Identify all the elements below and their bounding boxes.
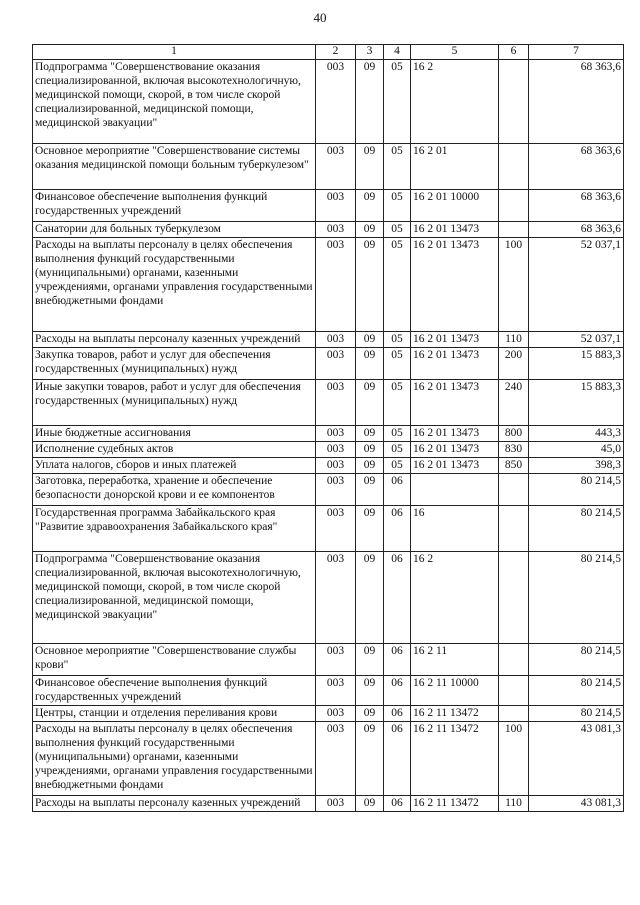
row-vr: 240 [499,380,529,426]
row-sum: 52 037,1 [529,238,624,332]
row-csr: 16 2 01 13473 [411,332,499,348]
row-pr: 05 [384,60,411,144]
row-gr: 003 [316,380,356,426]
row-name: Иные бюджетные ассигнования [33,426,316,442]
row-csr: 16 2 11 13472 [411,706,499,722]
row-csr: 16 2 01 13473 [411,442,499,458]
row-csr: 16 2 11 13472 [411,722,499,796]
row-rz: 09 [356,222,384,238]
row-rz: 09 [356,676,384,706]
row-name: Финансовое обеспечение выполнения функций государственных учреждений [33,676,316,706]
row-vr [499,222,529,238]
row-csr: 16 2 11 [411,644,499,676]
row-vr [499,474,529,506]
row-name: Санатории для больных туберкулезом [33,222,316,238]
row-csr: 16 2 01 10000 [411,190,499,222]
column-header-csr: 5 [411,45,499,60]
row-csr: 16 2 [411,60,499,144]
row-name: Расходы на выплаты персоналу в целях обеспечения выполнения функций государственными (муниципальными) органами, казенными учреждениями, органами управления государственными внебюджетными фондами [33,238,316,332]
row-vr: 100 [499,238,529,332]
row-csr: 16 2 01 13473 [411,348,499,380]
row-sum: 15 883,3 [529,380,624,426]
row-csr: 16 2 01 13473 [411,458,499,474]
row-gr: 003 [316,60,356,144]
row-vr [499,644,529,676]
row-vr: 200 [499,348,529,380]
row-gr: 003 [316,552,356,644]
table-row [33,238,624,332]
row-rz: 09 [356,458,384,474]
row-gr: 003 [316,722,356,796]
row-pr: 05 [384,332,411,348]
row-vr: 800 [499,426,529,442]
row-csr [411,474,499,506]
row-sum: 80 214,5 [529,706,624,722]
table-row [33,442,624,458]
table-header-row [33,45,624,60]
row-csr: 16 2 11 10000 [411,676,499,706]
row-pr: 05 [384,190,411,222]
row-rz: 09 [356,348,384,380]
row-sum: 68 363,6 [529,190,624,222]
row-gr: 003 [316,506,356,552]
row-sum: 80 214,5 [529,506,624,552]
row-vr [499,506,529,552]
table-row [33,426,624,442]
row-rz: 09 [356,426,384,442]
table-row [33,644,624,676]
row-sum: 443,3 [529,426,624,442]
row-gr: 003 [316,706,356,722]
row-name: Заготовка, переработка, хранение и обеспечение безопасности донорской крови и ее компонентов [33,474,316,506]
row-gr: 003 [316,426,356,442]
row-sum: 43 081,3 [529,796,624,812]
row-pr: 06 [384,796,411,812]
column-header-name: 1 [33,45,316,60]
table-row [33,348,624,380]
row-sum: 68 363,6 [529,144,624,190]
row-name: Финансовое обеспечение выполнения функций государственных учреждений [33,190,316,222]
row-gr: 003 [316,474,356,506]
row-vr: 830 [499,442,529,458]
column-header-vr: 6 [499,45,529,60]
row-name: Исполнение судебных актов [33,442,316,458]
row-pr: 06 [384,474,411,506]
row-csr: 16 2 [411,552,499,644]
row-pr: 06 [384,722,411,796]
row-sum: 80 214,5 [529,474,624,506]
row-rz: 09 [356,332,384,348]
row-pr: 05 [384,426,411,442]
row-rz: 09 [356,190,384,222]
row-gr: 003 [316,796,356,812]
row-csr: 16 2 11 13472 [411,796,499,812]
table-row [33,458,624,474]
table-row [33,676,624,706]
row-sum: 398,3 [529,458,624,474]
row-name: Основное мероприятие "Совершенствование системы оказания медицинской помощи больным туберкулезом" [33,144,316,190]
row-gr: 003 [316,332,356,348]
row-pr: 05 [384,348,411,380]
row-pr: 06 [384,706,411,722]
page-number: 40 [313,10,327,25]
row-csr: 16 2 01 [411,144,499,190]
row-gr: 003 [316,190,356,222]
row-pr: 06 [384,506,411,552]
row-pr: 05 [384,144,411,190]
row-pr: 06 [384,552,411,644]
row-rz: 09 [356,506,384,552]
table-row [33,506,624,552]
row-sum: 80 214,5 [529,552,624,644]
row-name: Подпрограмма "Совершенствование оказания специализированной, включая высокотехнологичную, медицинской помощи, скорой, в том числе скорой специализированной, медицинской помощи, медицинской эвакуации" [33,552,316,644]
row-sum: 45,0 [529,442,624,458]
row-pr: 05 [384,458,411,474]
row-csr: 16 2 01 13473 [411,380,499,426]
row-name: Закупка товаров, работ и услуг для обеспечения государственных (муниципальных) нужд [33,348,316,380]
row-rz: 09 [356,442,384,458]
row-gr: 003 [316,348,356,380]
table-row [33,222,624,238]
row-vr [499,552,529,644]
row-pr: 05 [384,238,411,332]
row-gr: 003 [316,222,356,238]
row-name: Подпрограмма "Совершенствование оказания специализированной, включая высокотехнологичную, медицинской помощи, скорой, в том числе скорой специализированной, медицинской помощи, медицинской эвакуации" [33,60,316,144]
row-sum: 68 363,6 [529,60,624,144]
row-pr: 05 [384,380,411,426]
row-vr [499,144,529,190]
row-sum: 68 363,6 [529,222,624,238]
row-vr: 110 [499,332,529,348]
row-name: Уплата налогов, сборов и иных платежей [33,458,316,474]
row-sum: 52 037,1 [529,332,624,348]
row-gr: 003 [316,238,356,332]
row-sum: 15 883,3 [529,348,624,380]
row-name: Расходы на выплаты персоналу в целях обеспечения выполнения функций государственными (муниципальными) органами, казенными учреждениями, органами управления государственными внебюджетными фондами [33,722,316,796]
row-rz: 09 [356,60,384,144]
row-csr: 16 [411,506,499,552]
row-pr: 05 [384,222,411,238]
row-name: Иные закупки товаров, работ и услуг для обеспечения государственных (муниципальных) нужд [33,380,316,426]
table-row [33,190,624,222]
table-row [33,380,624,426]
table-row [33,552,624,644]
table-row [33,332,624,348]
row-rz: 09 [356,238,384,332]
row-vr: 850 [499,458,529,474]
table-row [33,706,624,722]
row-gr: 003 [316,458,356,474]
row-name: Государственная программа Забайкальского края "Развитие здравоохранения Забайкальского края" [33,506,316,552]
row-pr: 05 [384,442,411,458]
row-csr: 16 2 01 13473 [411,222,499,238]
row-name: Расходы на выплаты персоналу казенных учреждений [33,796,316,812]
table-row [33,722,624,796]
row-csr: 16 2 01 13473 [411,238,499,332]
table-row [33,474,624,506]
row-vr: 100 [499,722,529,796]
row-rz: 09 [356,144,384,190]
row-sum: 80 214,5 [529,644,624,676]
row-gr: 003 [316,144,356,190]
row-pr: 06 [384,676,411,706]
column-header-sum: 7 [529,45,624,60]
row-csr: 16 2 01 13473 [411,426,499,442]
row-sum: 80 214,5 [529,676,624,706]
table-row [33,144,624,190]
table-row [33,796,624,812]
row-gr: 003 [316,644,356,676]
row-rz: 09 [356,796,384,812]
row-rz: 09 [356,722,384,796]
column-header-pr: 4 [384,45,411,60]
row-vr [499,676,529,706]
column-header-gr: 2 [316,45,356,60]
row-name: Центры, станции и отделения переливания крови [33,706,316,722]
row-rz: 09 [356,474,384,506]
row-rz: 09 [356,380,384,426]
row-sum: 43 081,3 [529,722,624,796]
row-name: Основное мероприятие "Совершенствование службы крови" [33,644,316,676]
row-gr: 003 [316,676,356,706]
row-rz: 09 [356,706,384,722]
row-rz: 09 [356,552,384,644]
table-row [33,60,624,144]
row-vr [499,190,529,222]
row-pr: 06 [384,644,411,676]
row-vr: 110 [499,796,529,812]
row-rz: 09 [356,644,384,676]
column-header-rz: 3 [356,45,384,60]
row-vr [499,706,529,722]
budget-table [32,44,624,812]
row-gr: 003 [316,442,356,458]
row-vr [499,60,529,144]
row-name: Расходы на выплаты персоналу казенных учреждений [33,332,316,348]
